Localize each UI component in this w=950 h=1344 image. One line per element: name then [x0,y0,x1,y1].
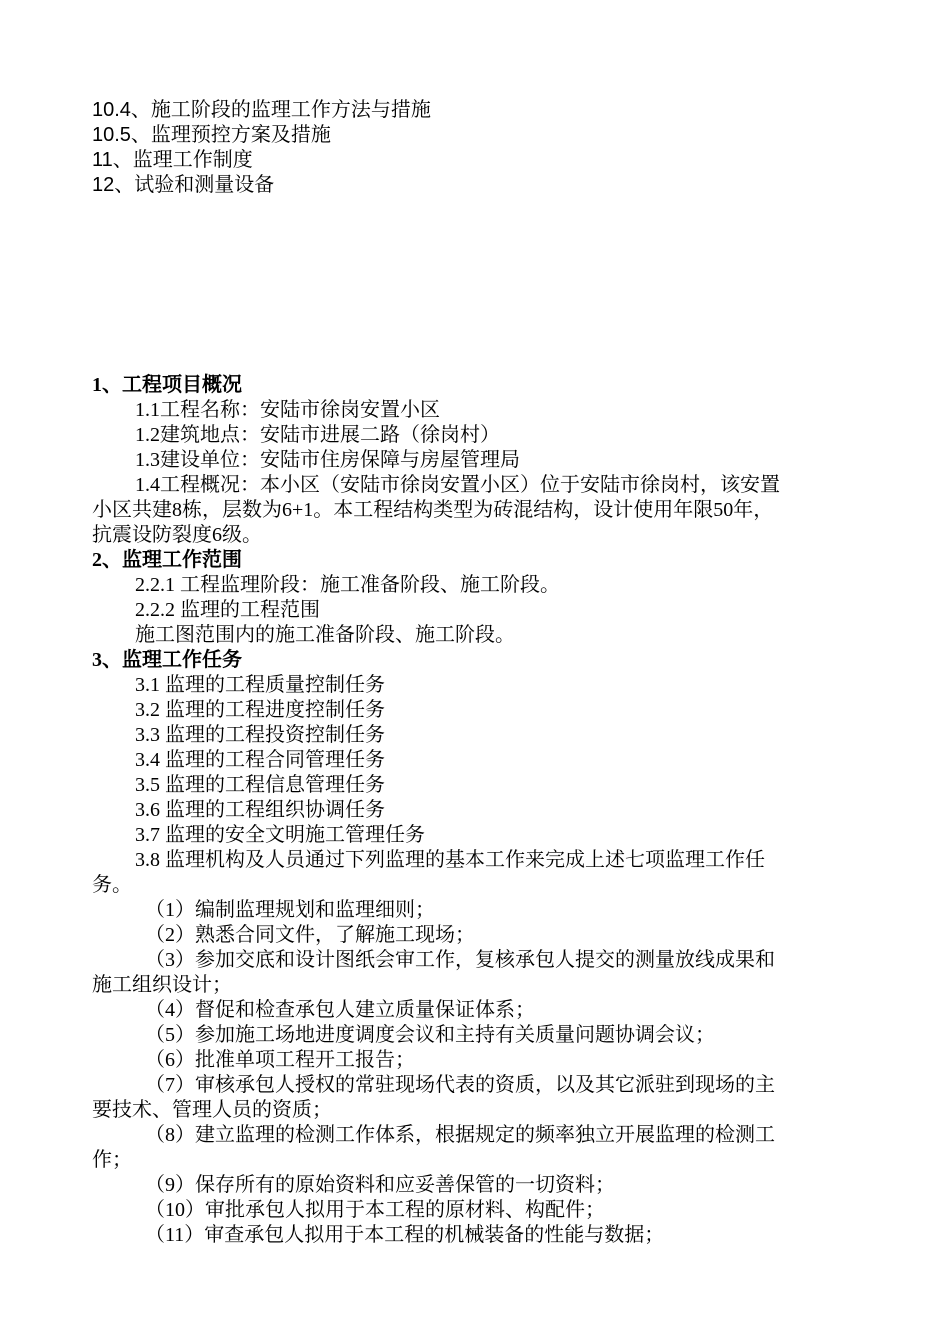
toc-item: 12、试验和测量设备 [92,174,275,196]
list-item: 3.1 监理的工程质量控制任务 [135,674,385,696]
work-item-continuation: 作； [92,1149,132,1171]
work-item: （7）审核承包人授权的常驻现场代表的资质，以及其它派驻到现场的主 [145,1074,775,1096]
work-item: （9）保存所有的原始资料和应妥善保管的一切资料； [145,1174,615,1196]
paragraph-continuation: 小区共建8栋，层数为6+1。本工程结构类型为砖混结构，设计使用年限50年， [92,499,774,521]
work-item: （3）参加交底和设计图纸会审工作，复核承包人提交的测量放线成果和 [145,949,775,971]
paragraph-continuation: 务。 [92,874,132,896]
work-item: （2）熟悉合同文件，了解施工现场； [145,924,475,946]
paragraph: 2.2.2 监理的工程范围 [135,599,320,621]
paragraph-continuation: 抗震设防裂度6级。 [92,524,262,546]
work-item: （6）批准单项工程开工报告； [145,1049,415,1071]
paragraph: 2.2.1 工程监理阶段：施工准备阶段、施工阶段。 [135,574,560,596]
paragraph: 施工图范围内的施工准备阶段、施工阶段。 [135,624,515,646]
list-item: 3.5 监理的工程信息管理任务 [135,774,385,796]
section-1-heading: 1、工程项目概况 [92,374,242,396]
paragraph: 1.3建设单位：安陆市住房保障与房屋管理局 [135,449,520,471]
work-item-continuation: 施工组织设计； [92,974,232,996]
work-item: （11）审查承包人拟用于本工程的机械装备的性能与数据； [145,1224,665,1246]
work-item: （10）审批承包人拟用于本工程的原材料、构配件； [145,1199,605,1221]
list-item: 3.2 监理的工程进度控制任务 [135,699,385,721]
paragraph: 1.4工程概况：本小区（安陆市徐岗安置小区）位于安陆市徐岗村，该安置 [135,474,780,496]
toc-item: 10.4、施工阶段的监理工作方法与措施 [92,99,431,121]
paragraph: 1.2建筑地点：安陆市进展二路（徐岗村） [135,424,500,446]
section-3-heading: 3、监理工作任务 [92,649,242,671]
work-item: （8）建立监理的检测工作体系，根据规定的频率独立开展监理的检测工 [145,1124,775,1146]
paragraph: 1.1工程名称：安陆市徐岗安置小区 [135,399,440,421]
list-item: 3.7 监理的安全文明施工管理任务 [135,824,425,846]
section-2-heading: 2、监理工作范围 [92,549,242,571]
toc-item: 11、监理工作制度 [92,149,253,171]
list-item: 3.6 监理的工程组织协调任务 [135,799,385,821]
list-item: 3.8 监理机构及人员通过下列监理的基本工作来完成上述七项监理工作任 [135,849,765,871]
toc-item: 10.5、监理预控方案及措施 [92,124,331,146]
list-item: 3.4 监理的工程合同管理任务 [135,749,385,771]
work-item: （1）编制监理规划和监理细则； [145,899,435,921]
list-item: 3.3 监理的工程投资控制任务 [135,724,385,746]
work-item: （5）参加施工场地进度调度会议和主持有关质量问题协调会议； [145,1024,715,1046]
work-item: （4）督促和检查承包人建立质量保证体系； [145,999,535,1021]
work-item-continuation: 要技术、管理人员的资质； [92,1099,332,1121]
